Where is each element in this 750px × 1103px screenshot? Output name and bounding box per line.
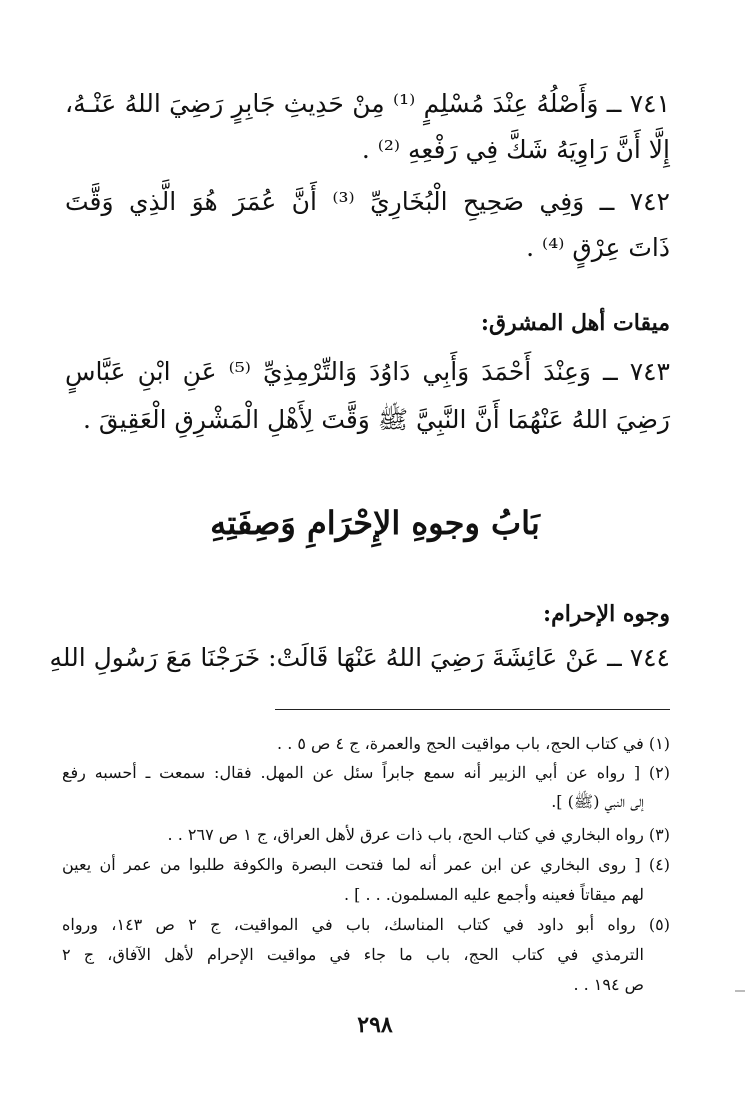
hadith-744-line-1: ٧٤٤ ــ عَنْ عَائِشَةَ رَضِيَ اللهُ عَنْهَا قَالَتْ: خَرَجْنَا مَعَ رَسُولِ اللهِ xyxy=(49,643,670,672)
scan-speck xyxy=(735,990,745,992)
footnote-5-line-1: (٥) رواه أبو داود في كتاب المناسك، باب في المواقيت، ج ٢ ص ١٤٣، ورواه xyxy=(62,915,670,934)
footnote-4-line-1: (٤) [ روى البخاري عن ابن عمر أنه لما فتحت البصرة والكوفة طلبوا من عمر أن يعين xyxy=(62,855,670,874)
hadith-742-line-1: ٧٤٢ ــ وَفِي صَحِيحِ الْبُخَارِيِّ ⁽³⁾ أَنَّ عُمَرَ هُوَ الَّذِي وَقَّتَ xyxy=(65,187,670,216)
footnote-3: (٣) رواه البخاري في كتاب الحج، باب ذات عرق لأهل العراق، ج ١ ص ٢٦٧ . . xyxy=(167,825,670,844)
footnote-4-line-2: لهم ميقاتاً فعينه وأجمع عليه المسلمون. . . ] . xyxy=(343,885,644,904)
page-number: ٢٩٨ xyxy=(357,1012,393,1038)
footnote-5-line-3: ص ١٩٤ . . xyxy=(573,975,644,994)
footnote-2-line-2: إلى النبي (ﷺ) ]. xyxy=(551,792,644,811)
hadith-741-line-2: إِلَّا أَنَّ رَاوِيَهُ شَكَّ فِي رَفْعِهِ ⁽²⁾ . xyxy=(361,135,670,164)
footnote-divider xyxy=(275,709,670,710)
chapter-title: بَابُ وجوهِ الإِحْرَامِ وَصِفَتِهِ xyxy=(210,504,540,542)
hadith-742-line-2: ذَاتَ عِرْقٍ ⁽⁴⁾ . xyxy=(526,233,670,262)
hadith-743-line-2: رَضِيَ اللهُ عَنْهُمَا أَنَّ النَّبِيَّ ﷺ وَقَّتَ لِأَهْلِ الْمَشْرِقِ الْعَقِيقَ . xyxy=(83,405,670,434)
subhead-ihram-types: وجوه الإحرام: xyxy=(542,601,670,627)
footnote-2-line-1: (٢) [ رواه عن أبي الزبير أنه سمع جابراً سئل عن المهل. فقال: سمعت ـ أحسبه رفع xyxy=(62,763,670,782)
subhead-east-miqat: ميقات أهل المشرق: xyxy=(480,310,670,336)
hadith-741-line-1: ٧٤١ ــ وَأَصْلُهُ عِنْدَ مُسْلِمٍ ⁽¹⁾ مِنْ حَدِيثِ جَابِرٍ رَضِيَ اللهُ عَنْـهُ، xyxy=(65,89,671,118)
hadith-743-line-1: ٧٤٣ ــ وَعِنْدَ أَحْمَدَ وَأَبِي دَاوُدَ وَالتِّرْمِذِيِّ ⁽⁵⁾ عَنِ ابْنِ عَبَّاسٍ xyxy=(65,357,670,386)
footnote-1: (١) في كتاب الحج، باب مواقيت الحج والعمرة، ج ٤ ص ٥ . . xyxy=(277,734,670,753)
footnote-5-line-2: الترمذي في كتاب الحج، باب ما جاء في مواقيت الإحرام لأهل الآفاق، ج ٢ xyxy=(62,945,644,964)
